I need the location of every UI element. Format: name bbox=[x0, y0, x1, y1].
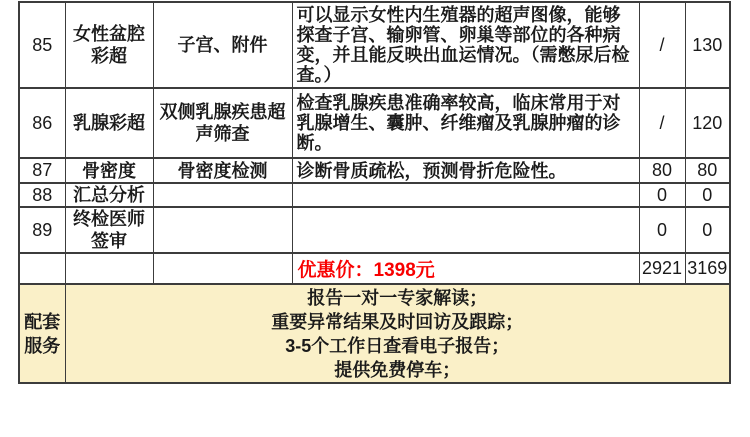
exam-sub-item: 双侧乳腺疾患超声筛查 bbox=[153, 88, 292, 158]
services-row bbox=[19, 284, 730, 383]
empty-cell bbox=[65, 253, 153, 284]
exam-description: 诊断骨质疏松，预测骨折危险性。 bbox=[292, 158, 639, 183]
row-number: 87 bbox=[19, 158, 65, 183]
exam-name: 乳腺彩超 bbox=[65, 88, 153, 158]
table-row bbox=[19, 2, 730, 88]
table-row bbox=[19, 183, 730, 207]
discount-price-label: 优惠价：1398元 bbox=[292, 253, 639, 284]
exam-description: 检查乳腺疾患准确率较高，临床常用于对乳腺增生、囊肿、纤维瘤及乳腺肿瘤的诊断。 bbox=[292, 88, 639, 158]
total-price-1: 2921 bbox=[639, 253, 685, 284]
service-line: 3-5个工作日查看电子报告； bbox=[285, 335, 510, 356]
row-number: 88 bbox=[19, 183, 65, 207]
exam-description: 可以显示女性内生殖器的超声图像，能够探查子宫、输卵管、卵巢等部位的各种病变，并且能反映出血运情况。（需憋尿后检查。） bbox=[292, 2, 639, 88]
exam-description bbox=[292, 183, 639, 207]
table-row bbox=[19, 158, 730, 183]
total-price-2: 3169 bbox=[685, 253, 730, 284]
exam-description bbox=[292, 207, 639, 253]
price-col-1: / bbox=[639, 88, 685, 158]
exam-name: 骨密度 bbox=[65, 158, 153, 183]
empty-cell bbox=[19, 253, 65, 284]
exam-sub-item bbox=[153, 183, 292, 207]
row-number: 85 bbox=[19, 2, 65, 88]
services-label: 配套服务 bbox=[19, 284, 65, 383]
price-col-2: 0 bbox=[685, 183, 730, 207]
service-line: 报告一对一专家解读； bbox=[307, 287, 488, 308]
table-row bbox=[19, 207, 730, 253]
price-col-1: / bbox=[639, 2, 685, 88]
summary-row bbox=[19, 253, 730, 284]
exam-sub-item: 子宫、附件 bbox=[153, 2, 292, 88]
exam-name: 汇总分析 bbox=[65, 183, 153, 207]
service-line: 提供免费停车； bbox=[334, 359, 461, 380]
price-col-2: 130 bbox=[685, 2, 730, 88]
exam-price-table bbox=[18, 1, 731, 384]
exam-sub-item: 骨密度检测 bbox=[153, 158, 292, 183]
price-col-2: 0 bbox=[685, 207, 730, 253]
services-content bbox=[65, 284, 730, 383]
price-col-2: 80 bbox=[685, 158, 730, 183]
price-col-1: 80 bbox=[639, 158, 685, 183]
table-row bbox=[19, 88, 730, 158]
price-col-1: 0 bbox=[639, 183, 685, 207]
price-col-1: 0 bbox=[639, 207, 685, 253]
row-number: 86 bbox=[19, 88, 65, 158]
exam-name: 女性盆腔彩超 bbox=[65, 2, 153, 88]
service-line: 重要异常结果及时回访及跟踪； bbox=[271, 311, 524, 332]
exam-name: 终检医师签审 bbox=[65, 207, 153, 253]
exam-sub-item bbox=[153, 207, 292, 253]
empty-cell bbox=[153, 253, 292, 284]
price-col-2: 120 bbox=[685, 88, 730, 158]
row-number: 89 bbox=[19, 207, 65, 253]
